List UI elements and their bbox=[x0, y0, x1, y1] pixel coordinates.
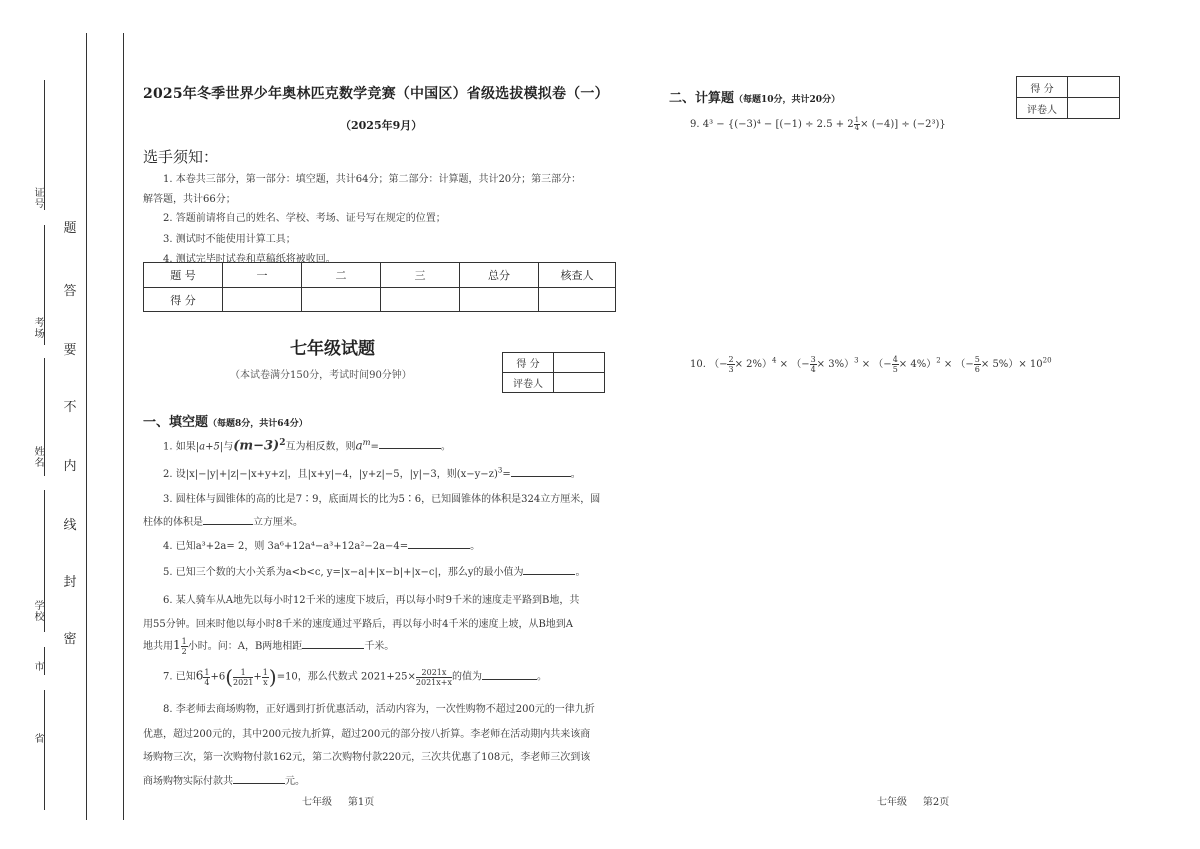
exam-title: 2025年冬季世界少年奥林匹克数学竞赛（中国区）省级选拔模拟卷（一） bbox=[143, 86, 609, 102]
answer-blank[interactable] bbox=[511, 466, 571, 477]
grade-subtitle: （本试卷满分150分，考试时间90分钟） bbox=[230, 370, 412, 381]
score-cell bbox=[381, 288, 460, 312]
q10-term: × 2%） bbox=[734, 359, 772, 370]
score-header: 三 bbox=[381, 263, 460, 288]
side-field-label: 学 校 bbox=[34, 601, 45, 623]
question-1 bbox=[163, 437, 451, 453]
score-header: 核查人 bbox=[539, 263, 616, 288]
grader-cell bbox=[554, 353, 605, 373]
q5-text: 5. 已知三个数的大小关系为a<b<c, y=|x−a|+|x−b|+|x−c|，那么y的最小值为 bbox=[163, 567, 524, 578]
question-9 bbox=[690, 117, 946, 132]
question-8-cont2: 场购物三次，第一次购物付款162元，第二次购物付款220元，三次共优惠了108元，李老师三次到该 bbox=[143, 752, 591, 763]
footer-page-number: 第1页 bbox=[347, 797, 375, 808]
binding-line-inner bbox=[123, 33, 124, 820]
q1-abs: |a+5| bbox=[195, 441, 224, 453]
answer-blank[interactable] bbox=[482, 669, 537, 680]
q2-eq: = bbox=[502, 469, 511, 480]
q6-end: 千米。 bbox=[364, 641, 395, 652]
binding-line-outer bbox=[86, 33, 87, 820]
score-cell bbox=[460, 288, 539, 312]
q10-power: 4 bbox=[771, 356, 777, 365]
question-4 bbox=[163, 537, 480, 552]
answer-blank[interactable] bbox=[203, 514, 253, 525]
q10-term: × 5%） bbox=[980, 359, 1019, 370]
question-2 bbox=[163, 465, 581, 480]
score-header: 一 bbox=[223, 263, 302, 288]
grader-table-1 bbox=[502, 352, 605, 393]
notice-heading: 选手须知： bbox=[143, 148, 219, 166]
q1-var: a bbox=[355, 438, 363, 453]
seal-line-char: 题 bbox=[63, 221, 77, 236]
grader-table-2 bbox=[1016, 76, 1120, 119]
q2-text: 2. 设|x|−|y|+|z|−|x+y+z|，且|x+y|−4，|y+z|−5，|y|−3，则(x−y−z) bbox=[163, 469, 498, 480]
q3-text: 柱体的体积是 bbox=[143, 517, 203, 528]
q8-text: 商场购物实际付款共 bbox=[143, 776, 233, 787]
q1-text2: 与 bbox=[223, 441, 234, 453]
exam-date: （2025年9月） bbox=[340, 119, 423, 132]
grader-cell bbox=[1068, 77, 1120, 98]
q7-text2: =10，那么代数式 2021+25× bbox=[276, 671, 416, 683]
question-8-cont3 bbox=[143, 772, 305, 787]
grader-label: 得 分 bbox=[1017, 77, 1068, 98]
question-7 bbox=[163, 665, 547, 689]
q10-sep: × （− bbox=[858, 359, 892, 370]
score-cell bbox=[223, 288, 302, 312]
q10-power: 2 bbox=[936, 356, 941, 365]
answer-blank[interactable] bbox=[408, 538, 470, 549]
grade-title: 七年级试题 bbox=[290, 339, 375, 359]
section-2-heading bbox=[669, 87, 840, 106]
seal-line-char: 不 bbox=[63, 400, 77, 415]
footer-page-1 bbox=[302, 793, 374, 808]
q9-text-end: × (−4)] ÷ (−2³)} bbox=[860, 119, 946, 130]
q4-end: 。 bbox=[470, 541, 481, 552]
side-field-label: 市 bbox=[34, 662, 45, 673]
q5-end: 。 bbox=[575, 567, 586, 578]
answer-blank[interactable] bbox=[379, 438, 441, 449]
question-8: 8. 李老师去商场购物，正好遇到打折优惠活动，活动内容为，一次性购物不超过200元的一律九折 bbox=[163, 704, 595, 715]
q10-exponent: 20 bbox=[1042, 356, 1052, 365]
seal-line-char: 密 bbox=[63, 632, 77, 647]
q10-power: 3 bbox=[854, 356, 859, 365]
q7-text3: 的值为 bbox=[452, 671, 482, 683]
q7-frac-2: $\frac{1}{2021}$ bbox=[233, 667, 254, 687]
score-row-label: 得 分 bbox=[144, 288, 223, 312]
side-field-blank[interactable] bbox=[44, 225, 45, 345]
footer-grade: 七年级 bbox=[302, 797, 332, 808]
q6-text2: 小时。问：A，B两地相距 bbox=[187, 641, 303, 652]
side-field-blank[interactable] bbox=[44, 647, 45, 675]
score-cell bbox=[539, 288, 616, 312]
notice-1: 1. 本卷共三部分，第一部分：填空题，共计64分；第二部分：计算题，共计20分；第三部分： bbox=[163, 174, 582, 185]
question-8-cont: 优惠，超过200元的，其中200元按九折算，超过200元的部分按八折算。李老师在活动期内共来该商 bbox=[143, 729, 591, 740]
seal-line-char: 线 bbox=[63, 518, 77, 533]
grader-label: 得 分 bbox=[503, 353, 554, 373]
q10-start: 10. （− bbox=[690, 359, 728, 370]
q10-term: × 3%） bbox=[816, 359, 855, 370]
q7-frac-3: $\frac{1}{x}$ bbox=[262, 667, 268, 687]
q1-text: 1. 如果 bbox=[163, 441, 196, 453]
q2-exp: 3 bbox=[497, 466, 503, 475]
q1-eq: = bbox=[370, 441, 379, 453]
side-field-label: 省 bbox=[34, 734, 45, 745]
seal-line-char: 要 bbox=[63, 343, 77, 358]
q7-frac-1: $\frac{1}{4}$ bbox=[204, 667, 210, 687]
q3-end: 立方厘米。 bbox=[253, 517, 303, 528]
q4-text: 4. 已知a³+2a= 2，则 3a⁶+12a⁴−a³+12a²−2a−4= bbox=[163, 541, 409, 552]
grader-label: 评卷人 bbox=[1017, 98, 1068, 119]
q6-text: 地共用 bbox=[143, 641, 173, 652]
side-field-label: 考 场 bbox=[34, 318, 45, 340]
answer-blank[interactable] bbox=[233, 773, 285, 784]
q10-term: × 4%） bbox=[898, 359, 937, 370]
q10-sep: × （− bbox=[940, 359, 974, 370]
score-header: 二 bbox=[302, 263, 381, 288]
section-1-note: （每题8分，共计64分） bbox=[208, 419, 308, 429]
question-6-cont2 bbox=[143, 637, 394, 656]
answer-blank[interactable] bbox=[523, 564, 575, 575]
question-5 bbox=[163, 563, 585, 578]
answer-blank[interactable] bbox=[302, 638, 364, 649]
question-6: 6. 某人骑车从A地先以每小时12千米的速度下坡后，再以每小时9千米的速度走平路到B地，共 bbox=[163, 595, 580, 606]
q7-paren: ( bbox=[225, 665, 234, 689]
q1-expr: (m−3) bbox=[233, 438, 280, 454]
q1-end: 。 bbox=[440, 441, 451, 453]
side-field-blank[interactable] bbox=[44, 690, 45, 810]
score-cell bbox=[302, 288, 381, 312]
seal-line-char: 封 bbox=[63, 575, 77, 590]
q7-paren-close: ) bbox=[268, 665, 277, 689]
section-1-heading bbox=[143, 411, 308, 430]
notice-3: 3. 测试时不能使用计算工具； bbox=[163, 234, 296, 245]
q10-fraction: $\frac{5}{6}$ bbox=[974, 355, 980, 374]
question-10 bbox=[690, 355, 1052, 374]
question-3: 3. 圆柱体与圆锥体的高的比是7∶9，底面周长的比为5∶6，已知圆锥体的体积是324立方厘米，圆 bbox=[163, 494, 601, 505]
q8-end: 元。 bbox=[285, 776, 305, 787]
q7-times: +6 bbox=[210, 671, 226, 683]
q7-plus: + bbox=[253, 671, 262, 683]
q10-fraction: $\frac{4}{5}$ bbox=[892, 355, 898, 374]
q10-fraction: $\frac{2}{3}$ bbox=[728, 355, 734, 374]
notice-1-cont: 解答题，共计66分； bbox=[143, 194, 236, 205]
section-2-note: （每题10分，共计20分） bbox=[734, 95, 841, 105]
seal-line-char: 内 bbox=[63, 459, 77, 474]
notice-2: 2. 答题前请将自己的姓名、学校、考场、证号写在规定的位置； bbox=[163, 213, 446, 224]
score-header: 总分 bbox=[460, 263, 539, 288]
grader-label: 评卷人 bbox=[503, 373, 554, 393]
side-field-blank[interactable] bbox=[44, 80, 45, 210]
grader-cell bbox=[1068, 98, 1120, 119]
q9-text: 9. 4³ − {(−3)⁴ − [(−1) ÷ 2.5 + 2 bbox=[690, 119, 854, 130]
seal-line-char: 答 bbox=[63, 284, 77, 299]
side-field-blank[interactable] bbox=[44, 358, 45, 476]
side-field-blank[interactable] bbox=[44, 490, 45, 632]
score-header: 题 号 bbox=[144, 263, 223, 288]
q10-end: × 10 bbox=[1018, 359, 1043, 370]
score-table bbox=[143, 262, 616, 312]
q1-exp: 2 bbox=[279, 438, 286, 448]
q7-end: 。 bbox=[537, 671, 547, 683]
q10-sep: × （− bbox=[776, 359, 810, 370]
footer-grade: 七年级 bbox=[877, 797, 907, 808]
section-2-title: 二、计算题 bbox=[669, 91, 735, 106]
side-field-label: 证 号 bbox=[34, 188, 45, 210]
question-3-cont bbox=[143, 513, 303, 528]
section-1-title: 一、填空题 bbox=[143, 415, 209, 430]
q1-var-exp: m bbox=[362, 437, 371, 447]
side-field-label: 姓 名 bbox=[34, 447, 45, 469]
q7-text: 7. 已知 bbox=[163, 671, 196, 683]
q1-text3: 互为相反数，则 bbox=[285, 441, 356, 453]
q6-whole: 1 bbox=[173, 638, 181, 652]
q9-fraction: $\frac{1}{4}$ bbox=[854, 116, 860, 132]
q10-fraction: $\frac{3}{4}$ bbox=[810, 355, 816, 374]
q7-whole: 6 bbox=[195, 668, 204, 683]
grader-cell bbox=[554, 373, 605, 393]
notice-4: 4. 测试完毕时试卷和草稿纸将被收回。 bbox=[163, 254, 336, 265]
q6-fraction: $\frac{1}{2}$ bbox=[181, 637, 187, 656]
q7-frac-4: $\frac{2021x}{2021x+x}$ bbox=[415, 667, 452, 687]
footer-page-number: 第2页 bbox=[922, 797, 950, 808]
q2-end: 。 bbox=[570, 469, 581, 480]
question-6-cont: 用55分钟。回来时他以每小时8千米的速度通过平路后，再以每小时4千米的速度上坡，从B地到A bbox=[143, 619, 574, 630]
footer-page-2 bbox=[877, 793, 949, 808]
